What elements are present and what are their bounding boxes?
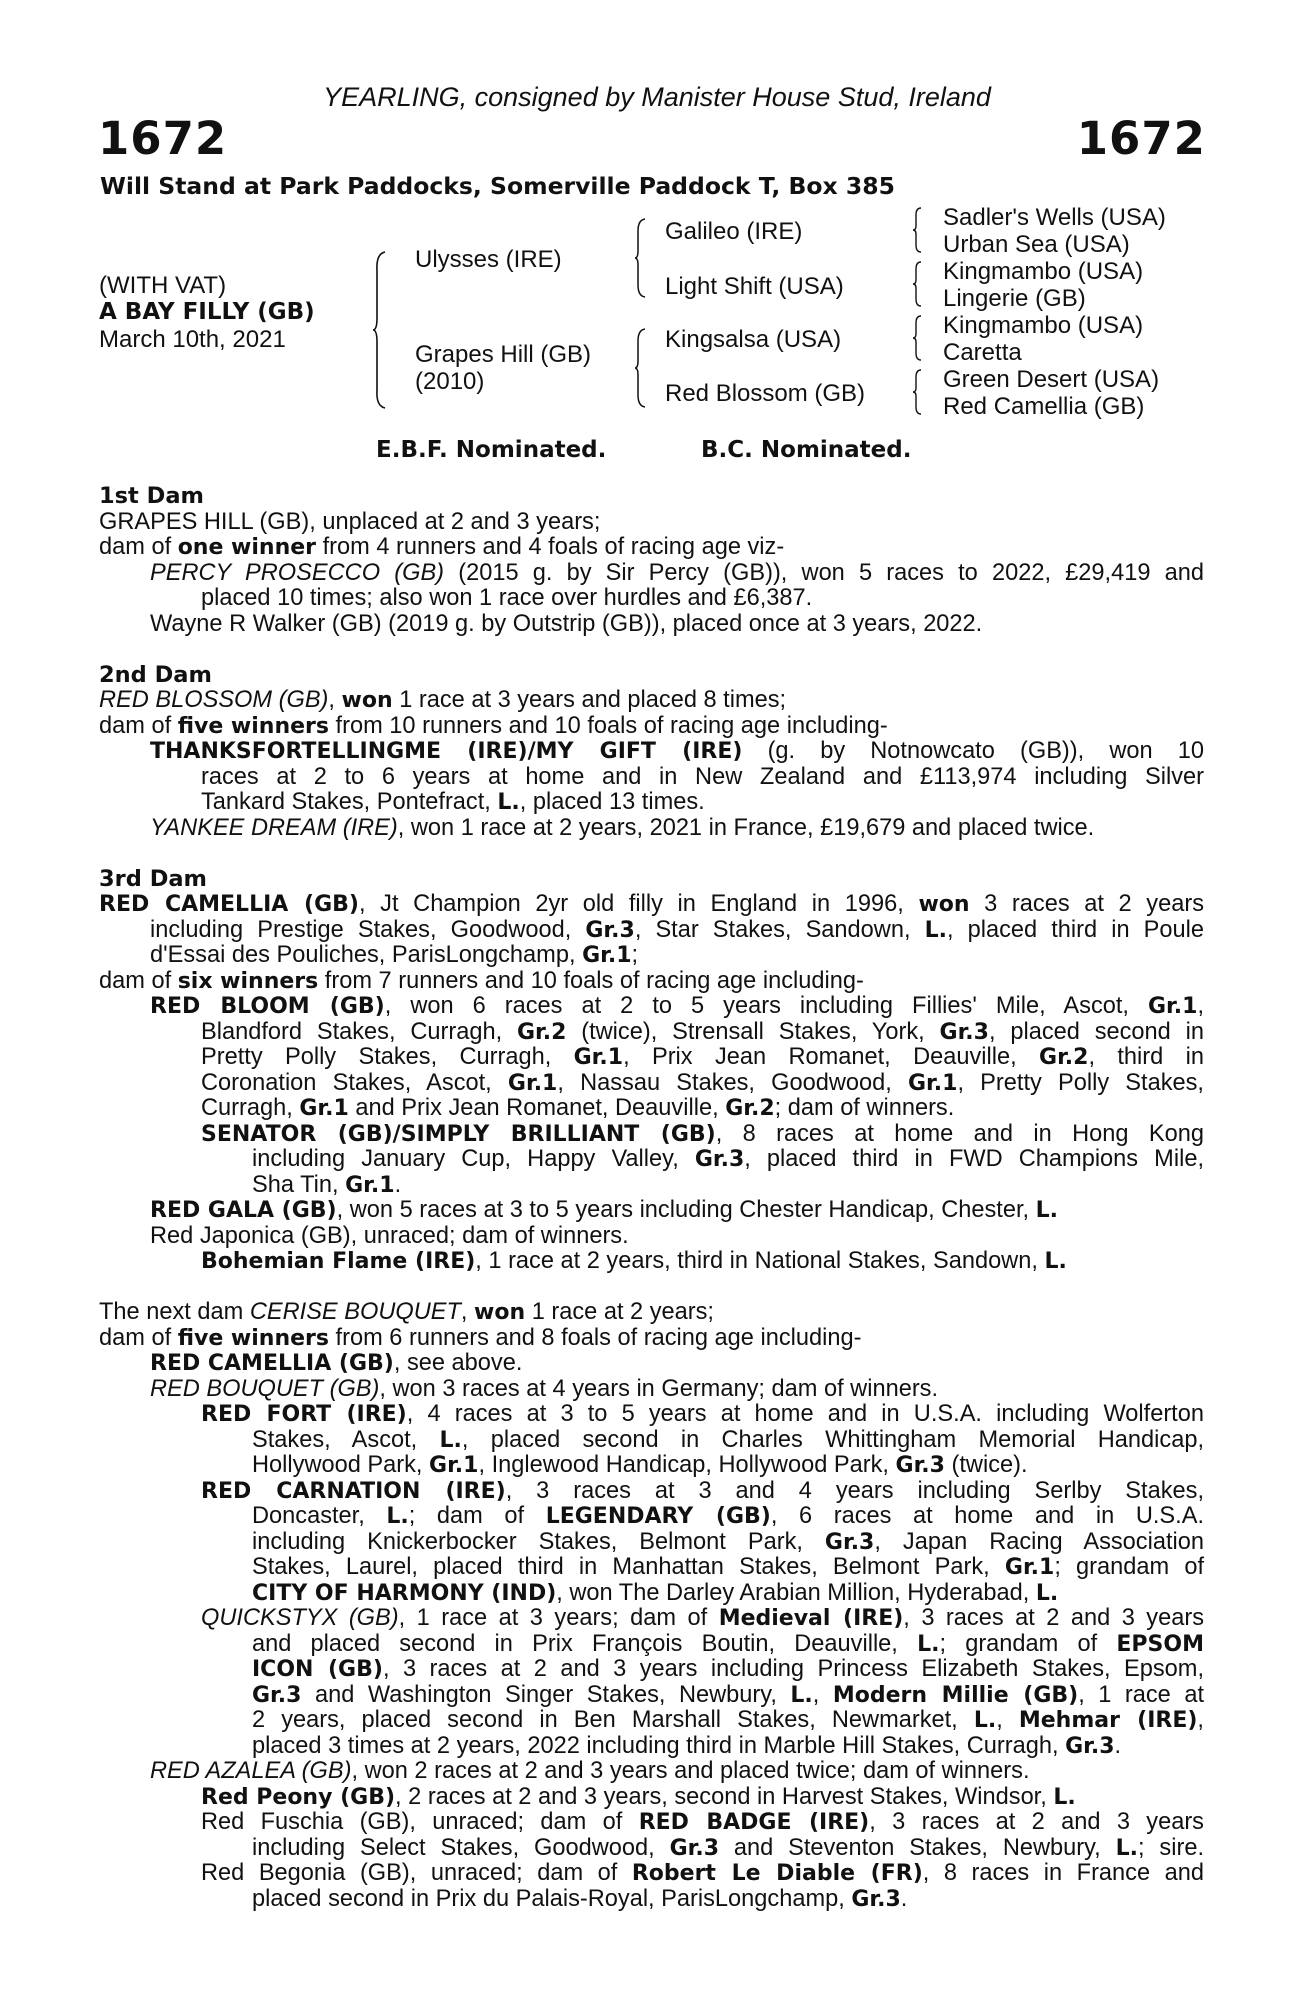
produce-entry-cont: placed 3 times at 2 years, 2022 including third in Marble Hill Stakes, Curragh, Gr.3. <box>252 1732 1122 1759</box>
produce-entry-cont: races at 2 to 6 years at home and in New Zealand and £113,974 including Silver <box>201 763 1204 790</box>
dam-sire: Kingsalsa (USA) <box>665 326 842 353</box>
second-dam-produce-summary: dam of five winners from 10 runners and 10 foals of racing age including- <box>99 712 888 739</box>
produce-entry: Red Japonica (GB), unraced; dam of winners. <box>150 1222 629 1249</box>
produce-entry-cont: Stakes, Laurel, placed third in Manhattan Stakes, Belmont Park, Gr.1; grandam of <box>252 1554 1205 1580</box>
next-dam-line: The next dam CERISE BOUQUET, won 1 race at 2 years; <box>99 1299 714 1325</box>
dam-year: (2010) <box>415 368 485 395</box>
ancestor-3: Kingmambo (USA) <box>943 258 1144 285</box>
ancestor-2: Urban Sea (USA) <box>943 231 1130 258</box>
produce-entry-cont: Hollywood Park, Gr.1, Inglewood Handicap, Hollywood Park, Gr.3 (twice). <box>252 1452 1028 1478</box>
g-brace-4 <box>912 368 922 416</box>
third-dam-line: RED CAMELLIA (GB), Jt Champion 2yr old filly in England in 1996, won 3 races at 2 years <box>99 891 1205 917</box>
produce-entry: RED CAMELLIA (GB), see above. <box>150 1350 523 1376</box>
sire-dam: Light Shift (USA) <box>665 273 844 300</box>
foaling-date: March 10th, 2021 <box>99 326 286 353</box>
produce-entry-cont: Curragh, Gr.1 and Prix Jean Romanet, Deauville, Gr.2; dam of winners. <box>201 1095 955 1121</box>
produce-entry-cont: 2 years, placed second in Ben Marshall Stakes, Newmarket, L., Mehmar (IRE), <box>252 1707 1204 1733</box>
third-dam-produce-summary: dam of six winners from 7 runners and 10 foals of racing age including- <box>99 967 864 994</box>
ancestor-8: Red Camellia (GB) <box>943 393 1145 420</box>
produce-entry-cont: Doncaster, L.; dam of LEGENDARY (GB), 6 races at home and in U.S.A. <box>252 1503 1204 1529</box>
ancestor-5: Kingmambo (USA) <box>943 312 1144 339</box>
produce-entry: RED FORT (IRE), 4 races at 3 to 5 years at home and in U.S.A. including Wolferton <box>201 1401 1204 1427</box>
produce-entry: Red Peony (GB), 2 races at 2 and 3 years, second in Harvest Stakes, Windsor, L. <box>201 1783 1076 1810</box>
produce-entry-cont: Tankard Stakes, Pontefract, L., placed 13 times. <box>201 789 705 815</box>
dam: Grapes Hill (GB) <box>415 341 592 368</box>
ebf-nominated: E.B.F. Nominated. <box>376 437 607 463</box>
sire-brace <box>634 217 646 299</box>
produce-entry-cont: placed 10 times; also won 1 race over hurdles and £6,387. <box>201 585 813 611</box>
stand-location: Will Stand at Park Paddocks, Somerville Paddock T, Box 385 <box>100 172 895 200</box>
first-dam-line: GRAPES HILL (GB), unplaced at 2 and 3 years; <box>99 508 601 535</box>
ancestor-1: Sadler's Wells (USA) <box>943 204 1166 231</box>
produce-entry: Red Begonia (GB), unraced; dam of Robert Le Diable (FR), 8 races in France and <box>201 1860 1204 1886</box>
produce-entry-cont: Gr.3 and Washington Singer Stakes, Newbury, L., Modern Millie (GB), 1 race at <box>252 1681 1204 1708</box>
dam-dam: Red Blossom (GB) <box>665 380 866 407</box>
lot-number-right: 1672 <box>1076 112 1206 165</box>
first-dam-title: 1st Dam <box>99 483 204 509</box>
g-brace-1 <box>912 206 922 254</box>
produce-entry-cont: ICON (GB), 3 races at 2 and 3 years including Princess Elizabeth Stakes, Epsom, <box>252 1656 1204 1682</box>
third-dam-line-cont: including Prestige Stakes, Goodwood, Gr.3, Star Stakes, Sandown, L., placed third in Poule <box>150 916 1204 943</box>
produce-entry: Red Fuschia (GB), unraced; dam of RED BADGE (IRE), 3 races at 2 and 3 years <box>201 1809 1204 1835</box>
produce-entry-cont: Blandford Stakes, Curragh, Gr.2 (twice), Strensall Stakes, York, Gr.3, placed second in <box>201 1018 1204 1045</box>
produce-entry-cont: and placed second in Prix François Boutin, Deauville, L.; grandam of EPSOM <box>252 1630 1204 1657</box>
produce-entry: RED BOUQUET (GB), won 3 races at 4 years in Germany; dam of winners. <box>150 1375 939 1402</box>
horse-name: A BAY FILLY (GB) <box>99 299 315 325</box>
g-brace-2 <box>912 260 922 308</box>
ancestor-7: Green Desert (USA) <box>943 366 1160 393</box>
produce-entry-cont: including Knickerbocker Stakes, Belmont Park, Gr.3, Japan Racing Association <box>252 1528 1204 1555</box>
first-dam-produce-summary: dam of one winner from 4 runners and 4 foals of racing age viz- <box>99 534 785 560</box>
produce-entry: PERCY PROSECCO (GB) (2015 g. by Sir Percy (GB)), won 5 races to 2022, £29,419 and <box>150 559 1205 586</box>
vat-note: (WITH VAT) <box>99 272 227 299</box>
produce-entry: RED BLOOM (GB), won 6 races at 2 to 5 years including Fillies' Mile, Ascot, Gr.1, <box>150 993 1204 1019</box>
produce-entry-cont: Stakes, Ascot, L., placed second in Charles Whittingham Memorial Handicap, <box>252 1426 1204 1453</box>
produce-entry-cont: Sha Tin, Gr.1. <box>252 1171 402 1198</box>
bc-nominated: B.C. Nominated. <box>701 437 912 463</box>
produce-entry: YANKEE DREAM (IRE), won 1 race at 2 years, 2021 in France, £19,679 and placed twice. <box>150 814 1095 841</box>
produce-entry: RED GALA (GB), won 5 races at 3 to 5 years including Chester Handicap, Chester, L. <box>150 1197 1059 1223</box>
produce-entry-cont: placed second in Prix du Palais-Royal, ParisLongchamp, Gr.3. <box>252 1885 908 1912</box>
produce-entry: SENATOR (GB)/SIMPLY BRILLIANT (GB), 8 races at home and in Hong Kong <box>201 1120 1204 1147</box>
next-dam-produce-summary: dam of five winners from 6 runners and 8 foals of racing age including- <box>99 1324 862 1351</box>
g-brace-3 <box>912 314 922 362</box>
produce-entry: QUICKSTYX (GB), 1 race at 3 years; dam of Medieval (IRE), 3 races at 2 and 3 years <box>201 1605 1205 1631</box>
produce-entry-cont: CITY OF HARMONY (IND), won The Darley Arabian Million, Hyderabad, L. <box>252 1579 1059 1606</box>
produce-entry-cont: including Select Stakes, Goodwood, Gr.3 and Steventon Stakes, Newbury, L.; sire. <box>252 1834 1205 1861</box>
produce-entry-cont: Coronation Stakes, Ascot, Gr.1, Nassau Stakes, Goodwood, Gr.1, Pretty Polly Stakes, <box>201 1069 1204 1096</box>
second-dam-line: RED BLOSSOM (GB), won 1 race at 3 years and placed 8 times; <box>99 687 787 713</box>
pedigree-brace <box>372 250 386 410</box>
ancestor-4: Lingerie (GB) <box>943 285 1086 312</box>
produce-entry: THANKSFORTELLINGME (IRE)/MY GIFT (IRE) (g. by Notnowcato (GB)), won 10 <box>150 738 1204 764</box>
lot-number-left: 1672 <box>98 112 228 165</box>
second-dam-title: 2nd Dam <box>99 661 212 688</box>
produce-entry-cont: including January Cup, Happy Valley, Gr.3, placed third in FWD Champions Mile, <box>252 1146 1204 1172</box>
ancestor-6: Caretta <box>943 339 1022 366</box>
sire-sire: Galileo (IRE) <box>665 218 803 245</box>
consignment-line: YEARLING, consigned by Manister House Stud, Ireland <box>323 82 991 112</box>
third-dam-line-cont: d'Essai des Pouliches, ParisLongchamp, Gr.1; <box>150 942 639 968</box>
third-dam-title: 3rd Dam <box>99 865 207 892</box>
catalogue-text <box>99 484 1204 1912</box>
dam-brace <box>634 327 646 409</box>
produce-entry: Wayne R Walker (GB) (2019 g. by Outstrip (GB)), placed once at 3 years, 2022. <box>150 610 983 637</box>
produce-entry-cont: Pretty Polly Stakes, Curragh, Gr.1, Prix Jean Romanet, Deauville, Gr.2, third in <box>201 1044 1204 1070</box>
produce-entry: RED AZALEA (GB), won 2 races at 2 and 3 years and placed twice; dam of winners. <box>150 1758 1030 1784</box>
sire: Ulysses (IRE) <box>415 246 562 273</box>
produce-entry: Bohemian Flame (IRE), 1 race at 2 years, third in National Stakes, Sandown, L. <box>201 1248 1067 1274</box>
produce-entry: RED CARNATION (IRE), 3 races at 3 and 4 years including Serlby Stakes, <box>201 1477 1204 1504</box>
